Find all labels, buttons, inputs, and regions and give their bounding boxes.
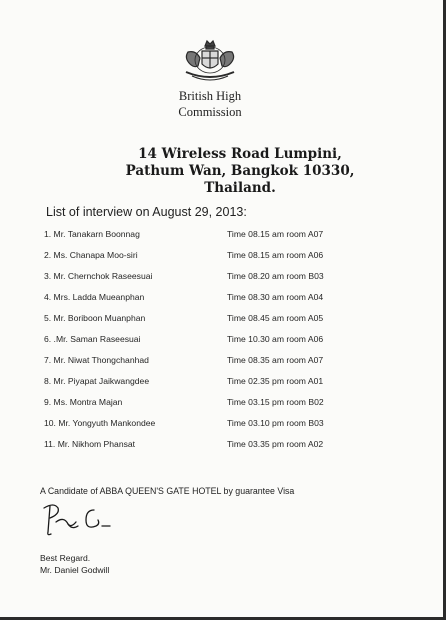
closing-greeting: Best Regard. (40, 553, 91, 563)
interview-slot: Time 10.30 am room A06 (227, 334, 324, 344)
signature-icon (38, 498, 138, 540)
interview-slot: Time 08.35 am room A07 (227, 355, 324, 365)
interview-slot: Time 08.20 am room B03 (227, 271, 324, 281)
interview-row (44, 418, 374, 439)
candidate-name: 7. Mr. Niwat Thongchanhad (44, 355, 149, 365)
organization-name (150, 88, 270, 120)
interview-row (44, 376, 374, 397)
candidate-note: A Candidate of ABBA QUEEN'S GATE HOTEL by guarantee Visa (40, 486, 295, 496)
interview-row (44, 397, 374, 418)
interview-row (44, 250, 374, 271)
interview-slot: Time 08.45 am room A05 (227, 313, 324, 323)
candidate-name: 5. Mr. Boriboon Muanphan (44, 313, 146, 323)
interview-slot: Time 08.15 am room A06 (227, 250, 324, 260)
candidate-name: 1. Mr. Tanakarn Boonnag (44, 229, 140, 239)
address-line-3: Thailand. (204, 180, 276, 196)
interview-slot: Time 03.15 pm room B02 (227, 397, 324, 407)
royal-coat-of-arms-icon (178, 38, 242, 88)
candidate-name: 4. Mrs. Ladda Mueanphan (44, 292, 145, 302)
interview-row (44, 229, 374, 250)
interview-slot: Time 08.15 am room A07 (227, 229, 324, 239)
interview-slot: Time 08.30 am room A04 (227, 292, 324, 302)
closing-block (40, 552, 109, 576)
address-line-1: 14 Wireless Road Lumpini, (138, 146, 342, 162)
address-line-2: Pathum Wan, Bangkok 10330, (125, 163, 355, 179)
interview-row (44, 271, 374, 292)
address-block (60, 146, 420, 197)
candidate-name: 8. Mr. Piyapat Jaikwangdee (44, 376, 150, 386)
interview-slot: Time 02.35 pm room A01 (227, 376, 324, 386)
signer-name: Mr. Daniel Godwill (40, 565, 110, 575)
interview-list-heading: List of interview on August 29, 2013: (46, 205, 247, 219)
interview-row (44, 439, 374, 460)
org-line-2: Commission (178, 105, 242, 119)
interview-row (44, 334, 374, 355)
interview-row (44, 292, 374, 313)
candidate-name: 9. Ms. Montra Majan (44, 397, 123, 407)
org-line-1: British High (178, 89, 242, 103)
candidate-name: 6. .Mr. Saman Raseesuai (44, 334, 141, 344)
interview-slot: Time 03.35 pm room A02 (227, 439, 324, 449)
interview-list (44, 229, 374, 460)
candidate-name: 3. Mr. Chernchok Raseesuai (44, 271, 153, 281)
interview-slot: Time 03.10 pm room B03 (227, 418, 324, 428)
interview-row (44, 313, 374, 334)
interview-row (44, 355, 374, 376)
candidate-name: 10. Mr. Yongyuth Mankondee (44, 418, 156, 428)
candidate-name: 11. Mr. Nikhom Phansat (44, 439, 136, 449)
candidate-name: 2. Ms. Chanapa Moo-siri (44, 250, 138, 260)
